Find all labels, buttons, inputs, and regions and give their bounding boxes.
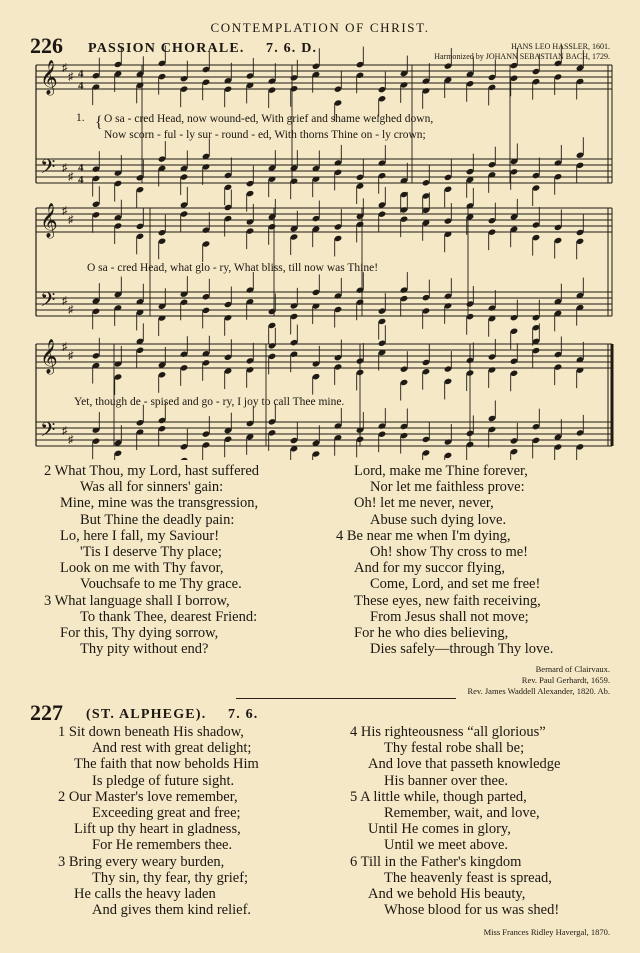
treble-clef-icon: 𝄞	[40, 60, 58, 95]
verse-line: But Thine the deadly pain:	[80, 511, 235, 528]
verse-line: Lord, make me Thine forever,	[354, 463, 528, 479]
verse-line: Nor let me faithless prove:	[370, 479, 525, 496]
verse-line: To thank Thee, dearest Friend:	[80, 608, 258, 625]
verse-4-line: 4 Be near me when I'm dying,	[336, 527, 511, 544]
verse-line: The faith that now beholds Him	[74, 756, 259, 773]
verse-line: Whose blood for us was shed!	[384, 902, 560, 919]
brace-icon: {	[95, 114, 103, 131]
sharp-icon: ♯	[68, 304, 74, 316]
verse-5-line: 5 A little while, though parted,	[350, 788, 527, 805]
verse-line: Until He comes in glory,	[368, 821, 511, 838]
sharp-icon: ♯	[68, 434, 74, 446]
verse-line: Oh! let me never, never,	[354, 495, 494, 512]
verse-line: Was all for sinners' gain:	[80, 479, 224, 496]
verse-line: And rest with great delight;	[92, 740, 252, 757]
sharp-icon: ♯	[68, 214, 74, 226]
author-line: Rev. Paul Gerhardt, 1659.	[521, 675, 610, 685]
verse-line: Come, Lord, and set me free!	[370, 576, 541, 593]
verse-line: From Jesus shall not move;	[370, 608, 529, 625]
divider	[236, 698, 456, 699]
hymn-227-tune-title: (ST. ALPHEGE).	[86, 707, 207, 722]
lyric-line-2: O sa - cred Head, what glo - ry, What bliss, till now was Thine!	[87, 262, 379, 274]
running-header: CONTEMPLATION OF CHRIST.	[210, 20, 430, 35]
treble-clef-icon: 𝄞	[40, 203, 58, 238]
hymn-226-right-verses	[336, 463, 553, 657]
verse-3-line: 3 What language shall I borrow,	[44, 592, 230, 609]
verse-1-number: 1.	[76, 112, 85, 124]
verse-line: Abuse such dying love.	[370, 511, 507, 528]
verse-line: He calls the heavy laden	[74, 886, 216, 903]
verse-line: These eyes, new faith receiving,	[354, 592, 541, 609]
sharp-icon: ♯	[62, 62, 68, 74]
time-signature: 4	[78, 68, 84, 80]
sharp-icon: ♯	[62, 341, 68, 353]
verse-1-line: 1 Sit down beneath His shadow,	[58, 724, 244, 740]
music-score	[0, 0, 640, 460]
hymn-227-right-verses	[350, 724, 561, 918]
verse-line: Dies safely—through Thy love.	[370, 641, 554, 658]
hymn-226-composer: HANS LEO HASSLER, 1601.	[511, 42, 610, 51]
verse-line: For He remembers thee.	[92, 837, 233, 854]
sharp-icon: ♯	[68, 171, 74, 183]
verse-2-line: 2 What Thou, my Lord, hast suffered	[44, 463, 260, 479]
hymn-226-number: 226	[30, 33, 63, 58]
verse-line: 'Tis I deserve Thy place;	[80, 544, 222, 561]
verse-line: Lo, here I fall, my Saviour!	[60, 527, 220, 544]
verse-line: Oh! show Thy cross to me!	[370, 544, 529, 561]
verse-line: Remember, wait, and love,	[384, 805, 540, 822]
sharp-icon: ♯	[62, 295, 68, 307]
hymn-227-meter: 7. 6.	[228, 707, 259, 722]
sharp-icon: ♯	[68, 350, 74, 362]
verse-line: Exceeding great and free;	[92, 805, 241, 822]
verse-line: And love that passeth knowledge	[368, 756, 561, 773]
time-signature: 4	[78, 80, 84, 92]
verse-3-line: 3 Bring every weary burden,	[58, 853, 225, 870]
hymn-227-left-verses	[58, 724, 259, 918]
verse-line: Lift up thy heart in gladness,	[74, 821, 241, 838]
time-signature: 4	[78, 162, 84, 174]
note-head	[180, 457, 189, 460]
bass-clef-icon: 𝄢	[40, 155, 56, 183]
verse-line: For this, Thy dying sorrow,	[60, 625, 219, 642]
hymn-226-left-verses	[44, 463, 259, 657]
hymn-227-number: 227	[30, 700, 63, 725]
verse-line: And gives them kind relief.	[92, 902, 252, 919]
verse-line: For he who dies believing,	[354, 625, 509, 642]
time-signature: 4	[78, 174, 84, 186]
verse-line: Vouchsafe to me Thy grace.	[80, 576, 242, 593]
verse-4-line: 4 His righteousness “all glorious”	[350, 724, 546, 740]
verse-line: Look on me with Thy favor,	[60, 560, 224, 577]
hymn-226-authors	[467, 664, 610, 697]
hymn-227-author: Miss Frances Ridley Havergal, 1870.	[483, 927, 610, 937]
verse-line: Is pledge of future sight.	[92, 772, 235, 789]
verse-line: Thy sin, thy fear, thy grief;	[92, 869, 249, 886]
hymn-226-tune-title: PASSION CHORALE.	[88, 41, 245, 56]
verse-6-line: 6 Till in the Father's kingdom	[350, 853, 522, 870]
treble-clef-icon: 𝄞	[40, 339, 58, 374]
verse-line: Until we meet above.	[384, 837, 509, 854]
bass-clef-icon: 𝄢	[40, 288, 56, 316]
lyric-line-1a: O sa - cred Head, now wound-ed, With grief and shame weighed down,	[104, 113, 434, 125]
verse-2-line: 2 Our Master's love remember,	[58, 788, 238, 805]
author-line: Bernard of Clairvaux.	[535, 664, 610, 674]
sharp-icon: ♯	[68, 71, 74, 83]
hymn-226-harmonizer: Harmonized by JOHANN SEBASTIAN BACH, 1729.	[434, 52, 610, 61]
author-line: Rev. James Waddell Alexander, 1820. Ab.	[467, 686, 610, 696]
sharp-icon: ♯	[62, 205, 68, 217]
verse-line: Thy pity without end?	[80, 641, 209, 658]
verse-line: Mine, mine was the transgression,	[60, 495, 259, 512]
sharp-icon: ♯	[62, 162, 68, 174]
bass-clef-icon: 𝄢	[40, 418, 56, 446]
lyric-line-3: Yet, though de - spised and go - ry, I joy to call Thee mine.	[74, 396, 345, 408]
hymn-226-meter: 7. 6. D.	[266, 41, 318, 56]
sharp-icon: ♯	[62, 425, 68, 437]
verse-line: The heavenly feast is spread,	[384, 869, 552, 886]
verse-line: His banner over thee.	[384, 772, 509, 789]
lyric-line-1b: Now scorn - ful - ly sur - round - ed, With thorns Thine on - ly crown;	[104, 129, 426, 141]
verse-line: Thy festal robe shall be;	[384, 740, 525, 757]
verse-line: And for my succor flying,	[354, 560, 506, 577]
verse-line: And we behold His beauty,	[368, 886, 526, 903]
